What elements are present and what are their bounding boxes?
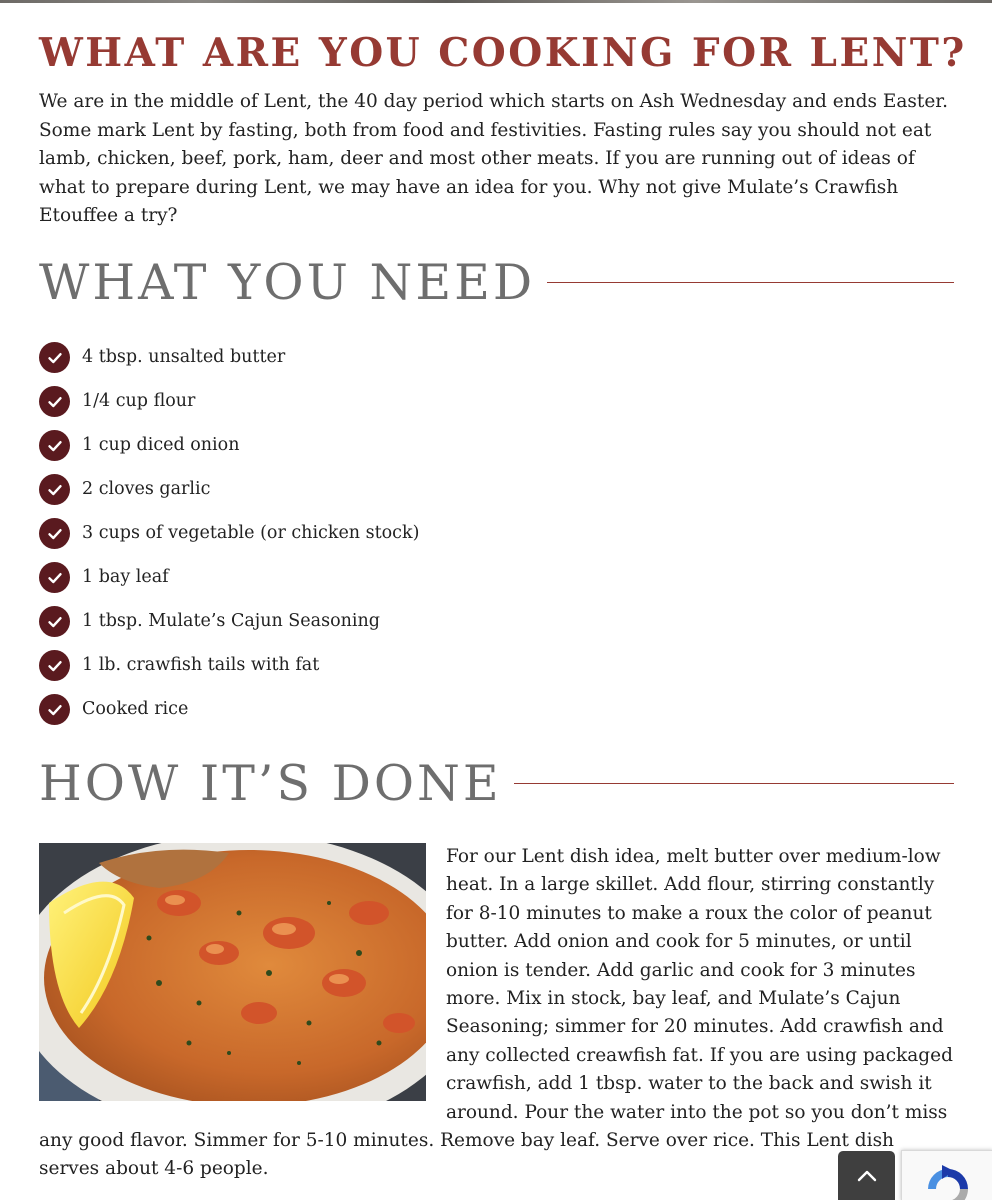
list-item — [39, 386, 419, 430]
check-circle-icon — [39, 562, 70, 593]
heading-divider — [547, 282, 954, 283]
check-circle-icon — [39, 430, 70, 461]
ingredient-label: 3 cups of vegetable (or chicken stock) — [82, 523, 420, 543]
ingredient-label: 4 tbsp. unsalted butter — [82, 347, 286, 367]
check-circle-icon — [39, 342, 70, 373]
ingredient-label: 1 tbsp. Mulate’s Cajun Seasoning — [82, 611, 380, 631]
check-circle-icon — [39, 650, 70, 681]
how-its-done-heading — [39, 755, 954, 812]
check-circle-icon — [39, 606, 70, 637]
section-title: HOW IT’S DONE — [39, 755, 502, 812]
check-circle-icon — [39, 386, 70, 417]
check-circle-icon — [39, 474, 70, 505]
chevron-up-icon — [857, 1170, 877, 1182]
intro-paragraph: We are in the middle of Lent, the 40 day period which starts on Ash Wednesday and ends Easter. Some mark Lent by fasting, both from food and festivities. Fasting rules say you should not eat lamb, chicken, beef, pork, ham, deer and most other meats. If you are running out of ideas of what to prepare during Lent, we may have an idea for you. Why not give Mulate’s Crawfish Etouffee a try? — [39, 91, 948, 226]
what-you-need-heading — [39, 254, 954, 311]
list-item — [39, 342, 419, 386]
list-item — [39, 562, 419, 606]
ingredient-label: 1 lb. crawfish tails with fat — [82, 655, 320, 675]
heading-divider — [514, 783, 954, 784]
list-item — [39, 474, 419, 518]
ingredient-label: 2 cloves garlic — [82, 479, 211, 499]
ingredient-label: 1 bay leaf — [82, 567, 169, 587]
page-title: WHAT ARE YOU COOKING FOR LENT? — [39, 30, 967, 76]
method-section — [39, 843, 957, 1184]
ingredient-label: 1/4 cup flour — [82, 391, 196, 411]
recaptcha-logo-icon — [902, 1151, 992, 1200]
check-circle-icon — [39, 518, 70, 549]
crawfish-etouffee-photo — [39, 843, 426, 1101]
section-title: WHAT YOU NEED — [39, 254, 536, 311]
ingredient-label: Cooked rice — [82, 699, 189, 719]
list-item — [39, 694, 419, 738]
list-item — [39, 430, 419, 474]
recaptcha-badge[interactable] — [901, 1150, 992, 1200]
method-paragraph: For our Lent dish idea, melt butter over medium-low heat. In a large skillet. Add flour, stirring constantly for 8-10 minutes to make a roux the color of peanut butter. Add onion and cook for 5 minutes, or until onion is tender. Add garlic and cook for 3 minutes more. Mix in stock, bay leaf, and Mulate’s Cajun Seasoning; simmer for 20 minutes. Add crawfish and any collected creawfish fat. If you are using packaged crawfish, add 1 tbsp. water to the back and swish it around. Pour the water into the pot so you don’t miss any good flavor. Simmer for 5-10 minutes. Remove bay leaf. Serve over rice. This Lent dish serves about 4-6 people. — [39, 846, 953, 1180]
list-item — [39, 518, 419, 562]
top-image-strip — [0, 0, 992, 3]
check-circle-icon — [39, 694, 70, 725]
ingredients-list — [39, 342, 419, 738]
list-item — [39, 650, 419, 694]
ingredient-label: 1 cup diced onion — [82, 435, 240, 455]
back-to-top-button[interactable] — [838, 1151, 895, 1200]
list-item — [39, 606, 419, 650]
